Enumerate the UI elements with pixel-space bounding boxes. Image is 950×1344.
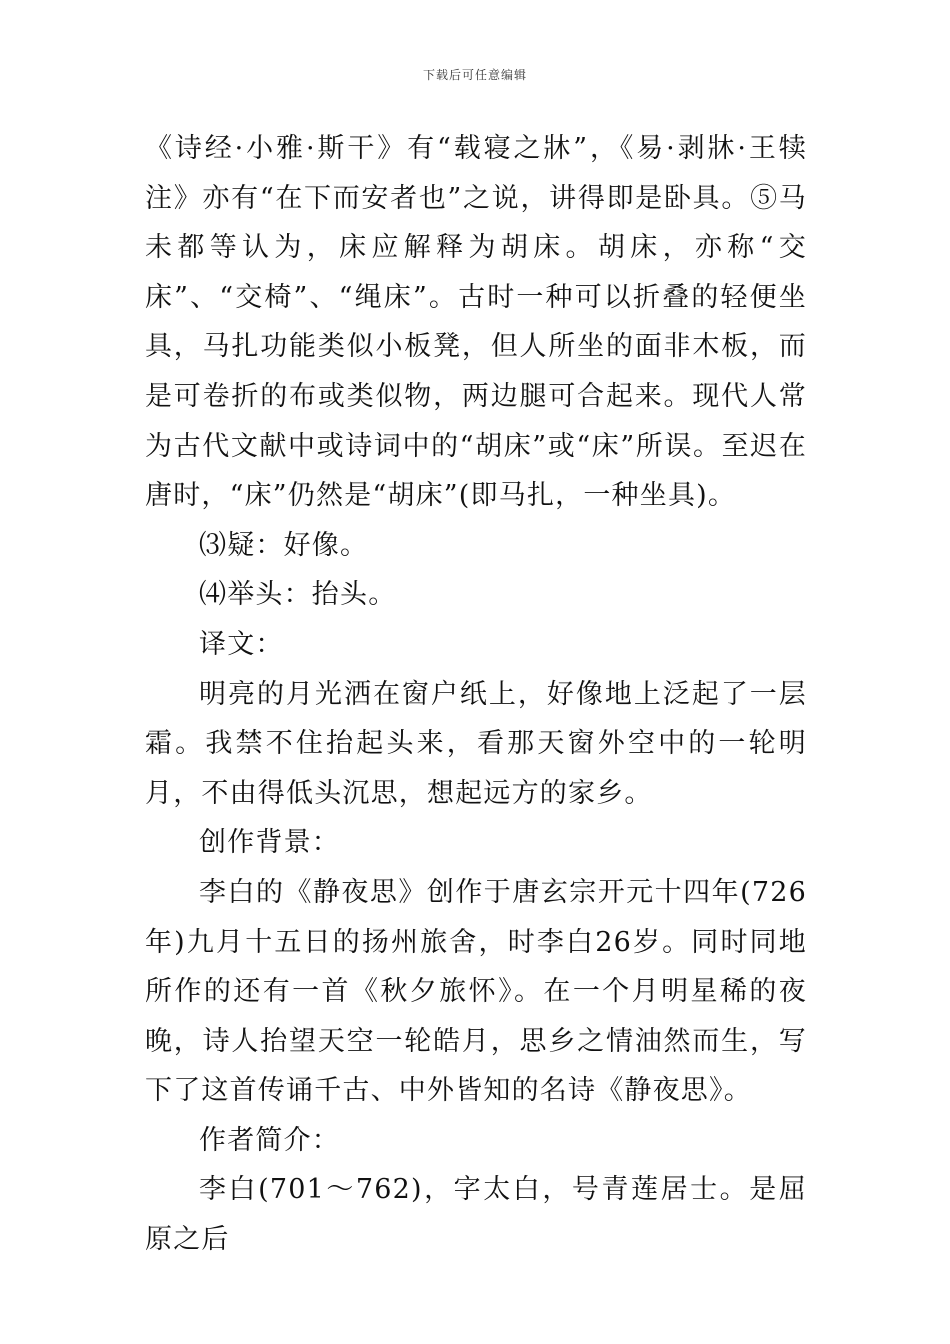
section-heading-author: 作者简介：	[199, 1124, 340, 1156]
paragraph-note-3: ⑶疑：好像。	[199, 529, 369, 561]
paragraph-author: 李白(701～762)，字太白，号青莲居士。是屈原之后	[145, 1174, 807, 1256]
paragraph-note-4: ⑷举头：抬头。	[199, 579, 397, 611]
paragraph-background: 李白的《静夜思》创作于唐玄宗开元十四年(726年)九月十五日的扬州旅舍，时李白26岁。同时同地所作的还有一首《秋夕旅怀》。在一个月明星稀的夜晚，诗人抬望天空一轮皓月，思乡之情油然而生，写下了这首传诵千古、中外皆知的名诗《静夜思》。	[145, 876, 807, 1107]
page-header: 下载后可任意编辑	[422, 68, 527, 82]
document-body	[145, 124, 807, 1265]
paragraph-bed-explanation: 《诗经·小雅·斯干》有“载寝之牀”，《易·剥牀·王犊注》亦有“在下而安者也”之说，讲得即是卧具。⑤马未都等认为，床应解释为胡床。胡床，亦称“交床”、“交椅”、“绳床”。古时一种可以折叠的轻便坐具，马扎功能类似小板凳，但人所坐的面非木板，而是可卷折的布或类似物，两边腿可合起来。现代人常为古代文献中或诗词中的“胡床”或“床”所误。至迟在唐时，“床”仍然是“胡床”(即马扎，一种坐具)。	[145, 133, 807, 512]
section-heading-translation: 译文：	[199, 628, 284, 660]
section-heading-background: 创作背景：	[199, 827, 340, 859]
paragraph-translation: 明亮的月光洒在窗户纸上，好像地上泛起了一层霜。我禁不住抬起头来，看那天窗外空中的一轮明月，不由得低头沉思，想起远方的家乡。	[145, 678, 807, 809]
